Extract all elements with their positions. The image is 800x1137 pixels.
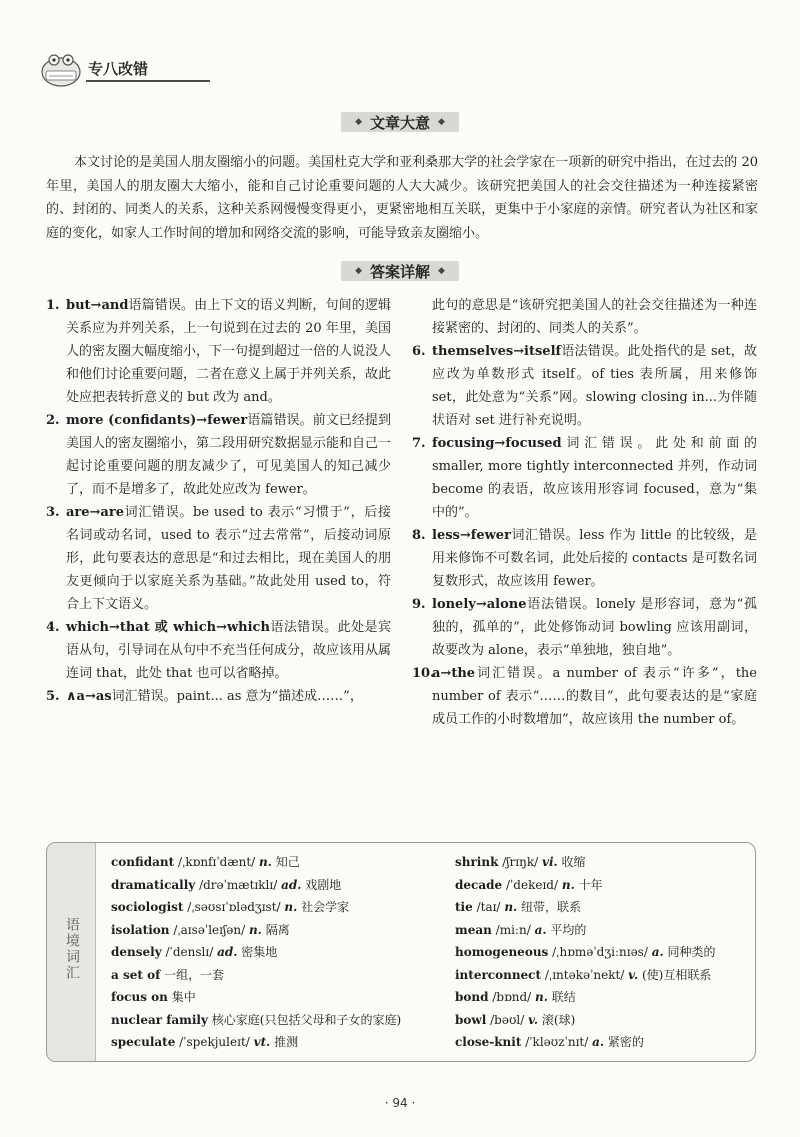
header-divider (86, 80, 210, 82)
vocab-word: homogeneous (455, 945, 549, 959)
vocab-definition: 收缩 (561, 855, 586, 869)
vocab-word: interconnect (455, 967, 542, 982)
vocab-definition: 核心家庭(只包括父母和子女的家庭) (211, 1012, 402, 1027)
vocab-phonetic: /ˌsəʊsɪˈɒlədʒɪst/ (187, 900, 281, 914)
correction: themselves→itself (432, 344, 562, 359)
vocab-phonetic: /ˌkɒnfɪˈdænt/ (178, 855, 256, 869)
answer-number: 3. (46, 505, 60, 520)
vocab-phonetic: /ˌɪntəkəˈnekt/ (544, 967, 625, 982)
vocab-word: speculate (111, 1035, 176, 1049)
explanation: 语篇错误。前文已经提到美国人的密友圈缩小，第二段用研究数据显示能和自己一起讨论重要问题的朋友减少了，可见美国人的知己减少了，而不是增多了，故此处应改为 fewer。 (66, 413, 392, 497)
diamond-icon: ◆ (438, 117, 445, 127)
answer-number: 6. (412, 344, 426, 359)
answer-item (46, 501, 391, 616)
vocab-phonetic: /miːn/ (495, 922, 531, 937)
vocab-entry (455, 919, 716, 942)
vocab-definition: 隔离 (265, 922, 290, 937)
vocab-phonetic: /ˈdenslɪ/ (165, 945, 214, 959)
diamond-icon: ◆ (438, 266, 445, 276)
answers-right-column (412, 294, 757, 731)
section-title: 专八改错 (88, 60, 149, 78)
vocab-pos: v. (628, 967, 639, 982)
vocab-pos: a. (534, 922, 547, 937)
explanation: 词汇错误。此处和前面的 smaller, more tightly interconnected 并列，作动词 become 的表语，故应该用形容词 focused，意为“集中的”。 (432, 436, 757, 520)
vocab-phonetic: /ˌaɪsəˈleɪʃən/ (173, 922, 246, 937)
vocab-definition: 联结 (551, 990, 576, 1004)
vocab-pos: a. (592, 1035, 605, 1049)
vocab-definition: (使)互相联系 (641, 967, 712, 982)
page-header (40, 52, 180, 92)
vocab-word: sociologist (111, 900, 184, 914)
vocabulary-tab (47, 843, 96, 1061)
vocab-word: decade (455, 877, 503, 892)
answer-number: 2. (46, 413, 60, 428)
page-number: · 94 · (384, 1096, 416, 1110)
vocab-definition: 同种类的 (667, 945, 716, 959)
vocab-pos: a. (651, 945, 664, 959)
vocab-word: tie (455, 900, 473, 914)
explanation: 词汇错误。paint... as 意为“描述成……”， (111, 689, 363, 704)
vocab-definition: 密集地 (241, 945, 278, 959)
answer-item (412, 432, 757, 524)
vocab-phonetic: /drəˈmætɪklɪ/ (199, 877, 278, 892)
vocab-entry (455, 896, 716, 919)
summary-paragraph: 本文讨论的是美国人朋友圈缩小的问题。美国杜克大学和亚利桑那大学的社会学家在一项新的研究中指出，在过去的 20 年里，美国人的朋友圈大大缩小，能和自己讨论重要问题的人大大减少。该研究把美国人的社会交往描述为一种连接紧密的、封闭的、同类人的关系，这种关系网慢慢变得更小，更紧密地相互关联，更集中于小家庭的亲情。研究者认为社区和家庭的变化，如家人工作时间的增加和网络交流的影响，可能导致亲友圈缩小。 (46, 155, 758, 241)
vocab-phonetic: /bəʊl/ (490, 1012, 525, 1027)
vocab-word: nuclear family (111, 1012, 208, 1027)
vocabulary-label: 语境词汇 (64, 917, 80, 981)
answer-number: 5. (46, 689, 60, 704)
answers-heading-text: 答案详解 (369, 262, 431, 281)
vocab-entry (111, 941, 401, 964)
vocab-entry (455, 1031, 716, 1054)
vocab-definition: 十年 (578, 877, 603, 892)
correction: but→and (66, 298, 129, 313)
vocab-word: bowl (455, 1012, 487, 1027)
explanation: 语法错误。lonely 是形容词，意为“孤独的，孤单的”，此处修饰动词 bowling 应该用副词，故要改为 alone，表示“单独地，独自地”。 (432, 597, 757, 658)
vocab-definition: 推测 (274, 1035, 299, 1049)
vocab-pos: ad. (281, 877, 302, 892)
explanation: 语法错误。此处是宾语从句，引导词在从句中不充当任何成分，故应该用从属连词 that，此处 that 也可以省略掉。 (66, 620, 392, 681)
vocab-word: confidant (111, 855, 175, 869)
vocab-entry (455, 1009, 716, 1032)
correction: less→fewer (432, 528, 511, 543)
vocab-pos: n. (259, 855, 272, 869)
vocab-definition: 戏剧地 (305, 877, 342, 892)
vocab-pos: v. (528, 1012, 539, 1027)
vocab-definition: 一组，一套 (164, 967, 225, 982)
answer-number: 9. (412, 597, 426, 612)
diamond-icon: ◆ (355, 117, 362, 127)
explanation: 语篇错误。由上下文的语义判断，句间的逻辑关系应为并列关系，上一句说到在过去的 20 年里，美国人的密友圈大幅度缩小，下一句提到超过一倍的人说没人和他们讨论重要问题，二者在意义上属于并列关系，故此处应把表转折意义的 but 改为 and。 (66, 298, 392, 405)
vocab-pos: n. (535, 990, 548, 1004)
vocab-entry (455, 986, 716, 1009)
summary-heading (341, 112, 459, 132)
explanation: 语法错误。此处指代的是 set，故应改为单数形式 itself。of ties 表所属，用来修饰 set，此处意为“关系”网。slowing closing in...为伴随状语对 set 进行补充说明。 (432, 344, 757, 428)
vocabulary-left-list (111, 851, 401, 1054)
vocab-entry (455, 874, 716, 897)
answer-item (412, 524, 757, 593)
vocab-entry (111, 986, 401, 1009)
vocab-phonetic: /ˌhɒməˈdʒiːnɪəs/ (552, 945, 648, 959)
vocab-pos: n. (248, 922, 262, 937)
answer-item (412, 340, 757, 432)
answer-item (412, 593, 757, 662)
vocab-pos: n. (504, 900, 518, 914)
answer-number: 8. (412, 528, 426, 543)
vocab-definition: 社会学家 (301, 900, 350, 914)
vocab-phonetic: /ˈkləʊzˈnɪt/ (525, 1035, 589, 1049)
vocab-definition: 集中 (171, 990, 196, 1004)
vocab-definition: 知己 (275, 855, 300, 869)
explanation: 词汇错误。be used to 表示“习惯于”，后接名词或动名词，used to 表示“过去常常”，后接动词原形，此句要表达的意思是“和过去相比，现在美国人的朋友更倾向于以家庭关系为基础。”故此处用 used to，符合上下文语义。 (66, 505, 391, 612)
correction: which→that 或 which→which (66, 620, 270, 635)
answer-item-continuation (412, 294, 757, 340)
summary-heading-text: 文章大意 (369, 113, 431, 132)
vocab-definition: 纽带，联系 (521, 900, 582, 914)
vocab-entry (455, 851, 716, 874)
answer-item (412, 662, 757, 731)
vocab-word: isolation (111, 922, 170, 937)
vocab-phonetic: /ʃrɪŋk/ (502, 855, 539, 869)
vocab-word: shrink (455, 855, 499, 869)
vocab-word: focus on (111, 990, 168, 1004)
answer-item (46, 294, 391, 409)
answer-number: 4. (46, 620, 60, 635)
vocab-word: a set of (111, 967, 161, 982)
vocab-word: bond (455, 990, 489, 1004)
diamond-icon: ◆ (355, 266, 362, 276)
vocab-entry (455, 941, 716, 964)
vocab-definition: 滚(球) (541, 1012, 576, 1027)
vocab-pos: ad. (217, 945, 238, 959)
explanation: 词汇错误。a number of 表示“许多”，the number of 表示“……的数目”，此句要表达的是“家庭成员工作的小时数增加”，故应该用 the number of。 (432, 666, 757, 727)
vocab-pos: n. (561, 877, 575, 892)
correction: focusing→focused (432, 436, 562, 451)
correction: ∧a→as (66, 689, 112, 704)
vocabulary-right-list (455, 851, 716, 1054)
vocab-word: densely (111, 945, 162, 959)
answer-item (46, 409, 391, 501)
vocab-pos: vi. (541, 855, 558, 869)
vocab-entry (111, 896, 401, 919)
vocab-definition: 平均的 (550, 922, 587, 937)
answer-number: 10. (412, 666, 435, 681)
correction: more (confidants)→fewer (66, 413, 248, 428)
vocab-entry (111, 851, 401, 874)
vocab-entry (111, 874, 401, 897)
correction: are→are (66, 505, 124, 520)
vocabulary-box (46, 842, 756, 1062)
explanation: 此句的意思是“该研究把美国人的社会交往描述为一种连接紧密的、封闭的、同类人的关系”。 (432, 298, 757, 336)
vocab-word: close-knit (455, 1035, 522, 1049)
answer-number: 7. (412, 436, 426, 451)
vocab-pos: vt. (253, 1035, 271, 1049)
vocab-entry (111, 919, 401, 942)
vocab-entry (455, 964, 716, 987)
vocab-phonetic: /ˈdekeɪd/ (505, 877, 559, 892)
answers-left-column (46, 294, 391, 708)
correction: a→the (432, 666, 476, 681)
vocab-phonetic: /ˈspekjuleɪt/ (179, 1035, 250, 1049)
vocab-entry (111, 964, 401, 987)
vocab-entry (111, 1009, 401, 1032)
vocab-pos: n. (284, 900, 298, 914)
mascot-logo-icon (40, 52, 82, 88)
vocab-phonetic: /taɪ/ (476, 900, 501, 914)
vocab-entry (111, 1031, 401, 1054)
explanation: 词汇错误。less 作为 little 的比较级，是用来修饰不可数名词，此处后接的 contacts 是可数名词复数形式，故应该用 fewer。 (432, 528, 757, 589)
vocab-definition: 紧密的 (607, 1035, 644, 1049)
answers-heading (341, 261, 459, 281)
correction: lonely→alone (432, 597, 527, 612)
answer-item (46, 685, 391, 708)
answer-item (46, 616, 391, 685)
vocab-word: mean (455, 922, 492, 937)
vocab-phonetic: /bɒnd/ (492, 990, 532, 1004)
answer-number: 1. (46, 298, 60, 313)
vocab-word: dramatically (111, 877, 196, 892)
